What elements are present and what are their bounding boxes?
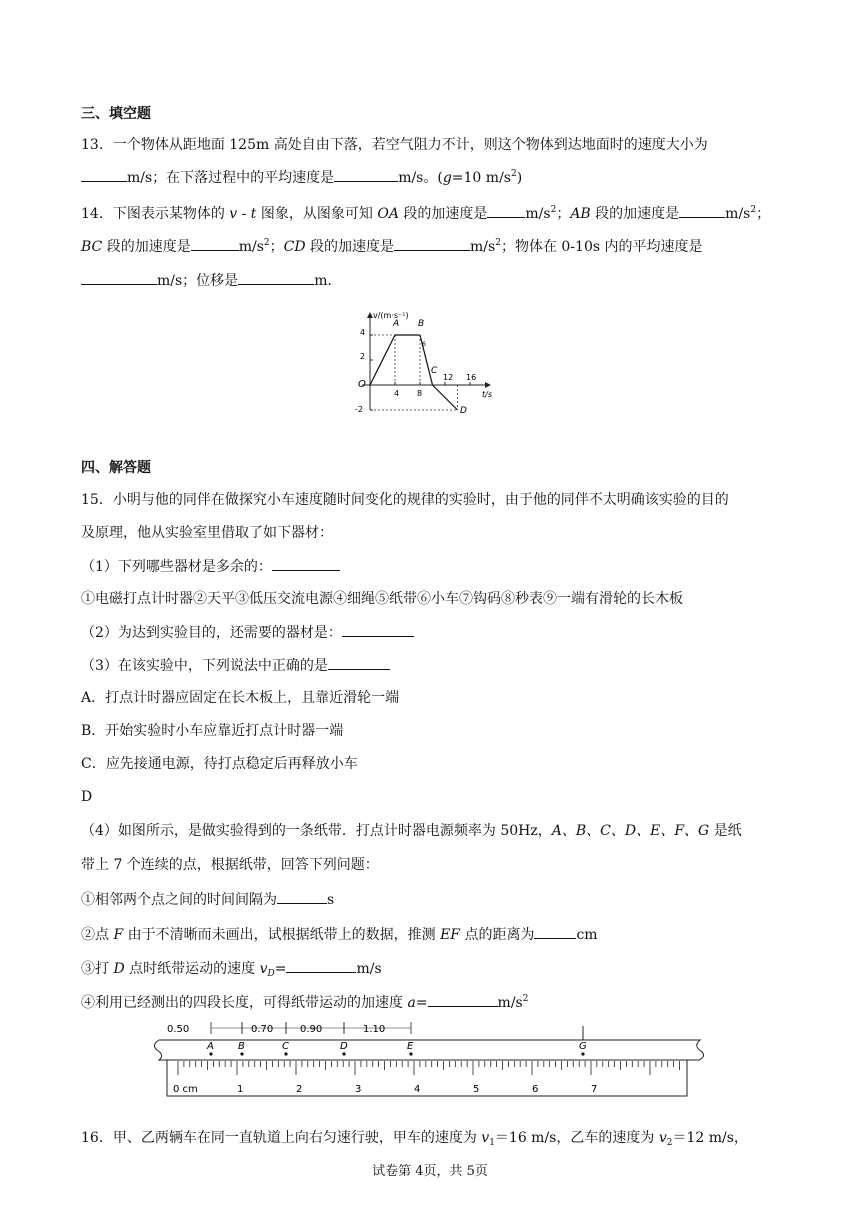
tape-dot	[209, 1052, 212, 1055]
text: 段的加速度是	[102, 239, 191, 255]
superscript: 2	[750, 205, 757, 215]
tape-point-e: E	[407, 1041, 414, 1052]
symbol-d: D	[113, 961, 125, 977]
ruler-label-6: 6	[532, 1084, 539, 1095]
unit: m/s	[356, 961, 382, 977]
text: ；	[269, 239, 284, 255]
symbol-v1: v	[481, 1130, 490, 1146]
text: ；	[756, 206, 771, 222]
answer-blank[interactable]	[191, 236, 239, 251]
text: m．	[314, 273, 342, 289]
answer-blank[interactable]	[277, 889, 327, 904]
text: ；物体在 0-10s 内的平均速度是	[500, 239, 703, 255]
text: m/s；在下落过程中的平均速度是	[127, 170, 335, 186]
symbol-ab: AB	[570, 206, 591, 222]
q15-line2: 及原理，他从实验室里借取了如下器材：	[81, 525, 333, 541]
q15-option-b: B．开始实验时小车应靠近打点计时器一端	[81, 723, 344, 739]
text: ＝12 m/s，	[672, 1130, 748, 1146]
text: 段的加速度是	[590, 206, 680, 222]
q15-sub4	[81, 992, 528, 1013]
ruler-label-7: 7	[591, 1084, 598, 1095]
q15-sub2	[81, 924, 598, 945]
symbol-v2: v	[658, 1130, 667, 1146]
series-segment	[433, 385, 458, 410]
text: =	[274, 961, 287, 977]
tape-point-b: B	[238, 1041, 245, 1052]
answer-blank[interactable]	[238, 270, 314, 285]
segment-label-de: 1.10	[363, 1024, 386, 1035]
text: 点的距离为	[460, 927, 535, 943]
tape-dot	[240, 1052, 243, 1055]
q14-line1	[81, 203, 770, 224]
y-axis-label: v/(m·s⁻¹)	[373, 311, 409, 320]
y-tick-neg2: -2	[355, 405, 363, 414]
tape-point-d: D	[340, 1041, 348, 1052]
point-c-label: C	[431, 366, 438, 376]
answer-blank[interactable]	[334, 167, 398, 182]
section-title-fill-in: 三、填空题	[81, 106, 151, 122]
q15-option-d: D	[81, 789, 93, 805]
series-segment	[370, 335, 395, 385]
text: （3）在该实验中，下列说法中正确的是	[81, 658, 328, 674]
q15-part3	[81, 655, 390, 676]
answer-blank[interactable]	[272, 556, 340, 571]
symbol-ef: EF	[440, 927, 461, 943]
text: ①相邻两个点之间的时间间隔为	[81, 892, 277, 908]
point-letters: A、B、C、D、E、F、G	[551, 823, 710, 839]
q15-part4-line1	[81, 821, 742, 841]
q15-items: ①电磁打点计时器②天平③低压交流电源④细绳⑤纸带⑥小车⑦钩码⑧秒表⑨一端有滑轮的长木板	[81, 591, 683, 607]
subscript: D	[267, 969, 275, 979]
unit: m/s	[238, 239, 264, 255]
text: ④利用已经测出的四段长度，可得纸带运动的加速度	[81, 995, 408, 1011]
answer-blank[interactable]	[534, 924, 576, 939]
y-tick-2: 2	[360, 352, 366, 361]
ruler-label-4: 4	[414, 1084, 421, 1095]
answer-blank[interactable]	[342, 622, 414, 637]
text: =10 m/s	[451, 170, 511, 186]
paper-tape	[154, 1040, 703, 1060]
point-d-label: D	[460, 406, 467, 415]
superscript: 2	[510, 169, 517, 179]
text: )	[516, 170, 523, 186]
text: =	[415, 995, 428, 1011]
answer-blank[interactable]	[328, 655, 390, 670]
text: （2）为达到实验目的，还需要的器材是：	[81, 625, 342, 641]
superscript: 2	[522, 994, 529, 1004]
origin-label: O	[358, 379, 366, 390]
ruler-label-2: 2	[296, 1084, 303, 1095]
point-a-label: A	[393, 319, 400, 329]
segment-label-cd: 0.90	[300, 1024, 323, 1035]
text: （1）下列哪些器材是多余的：	[81, 559, 272, 575]
tape-point-g: G	[579, 1041, 587, 1052]
point-b-subnote: 6	[422, 341, 426, 348]
text: 段的加速度是	[305, 239, 395, 255]
answer-blank[interactable]	[428, 992, 498, 1007]
unit: m/s	[725, 206, 751, 222]
text: 点时纸带运动的速度	[124, 961, 260, 977]
x-tick-8: 8	[417, 389, 423, 398]
x-tick-4: 4	[394, 389, 400, 398]
y-tick-4: 4	[360, 328, 366, 337]
section-title-answer: 四、解答题	[81, 460, 151, 476]
text: ；	[556, 206, 571, 222]
answer-blank[interactable]	[286, 958, 356, 973]
q13-line1: 13．一个物体从距地面 125m 高处自由下落，若空气阻力不计，则这个物体到达地面时的速度大小为	[81, 137, 708, 153]
symbol-cd: CD	[283, 239, 306, 255]
text: 段的加速度是	[398, 206, 488, 222]
unit: s	[327, 892, 335, 908]
tape-dot	[342, 1052, 345, 1055]
symbol-v: v	[259, 961, 268, 977]
text: m/s；位移是	[157, 273, 239, 289]
text: m/s。(	[398, 170, 443, 186]
symbol-f: F	[113, 927, 124, 943]
q15-option-a: A．打点计时器应固定在长木板上，且靠近滑轮一端	[81, 690, 400, 706]
q14-line2	[81, 236, 703, 257]
tape-dot	[284, 1052, 287, 1055]
text: 16．甲、乙两辆车在同一直轨道上向右匀速行驶，甲车的速度为	[81, 1130, 482, 1146]
q15-sub1	[81, 889, 334, 910]
ruler-label-0: 0 cm	[173, 1084, 198, 1095]
q15-part1	[81, 556, 340, 577]
superscript: 2	[263, 238, 270, 248]
q14-line3	[81, 270, 341, 291]
q13-line2	[81, 167, 522, 188]
page-footer: 试卷第 4页，共 5页	[372, 1164, 488, 1179]
vt-graph	[340, 305, 510, 415]
tape-point-a: A	[207, 1041, 214, 1052]
answer-blank[interactable]	[394, 236, 470, 251]
tape-point-c: C	[282, 1041, 289, 1052]
subscript: 2	[666, 1138, 673, 1148]
subscript: 1	[489, 1138, 495, 1148]
tape-dot	[581, 1052, 584, 1055]
symbol-g: g	[442, 170, 452, 186]
answer-blank[interactable]	[679, 203, 725, 218]
answer-blank[interactable]	[487, 203, 525, 218]
superscript: 2	[495, 238, 501, 248]
x-tick-12: 12	[443, 373, 454, 382]
unit: cm	[576, 927, 598, 943]
q15-option-c: C．应先接通电源，待打点稳定后再释放小车	[81, 756, 358, 772]
text: 图象，从图象可知	[256, 206, 378, 222]
text: ②点	[81, 927, 114, 943]
q16-line1	[81, 1128, 748, 1148]
q15-line1: 15．小明与他的同伴在做探究小车速度随时间变化的规律的实验时，由于他的同伴不太明确该实验的目的	[81, 492, 729, 508]
q15-part2	[81, 622, 414, 643]
q15-sub3	[81, 958, 382, 979]
unit: m/s	[525, 206, 551, 222]
symbol-bc: BC	[81, 239, 103, 255]
x-axis-label: t/s	[482, 390, 492, 399]
text: 由于不清晰而未画出，试根据纸带上的数据，推测	[123, 927, 441, 943]
text: （4）如图所示，是做实验得到的一条纸带．打点计时器电源频率为 50Hz，	[81, 823, 552, 839]
answer-blank[interactable]	[81, 167, 127, 182]
answer-blank[interactable]	[81, 270, 157, 285]
text: 14．下图表示某物体的	[81, 206, 230, 222]
symbol-oa: OA	[377, 206, 399, 222]
superscript: 2	[550, 205, 557, 215]
segment-label-bc: 0.70	[251, 1024, 274, 1035]
paper-tape-figure	[145, 1018, 715, 1098]
symbol-vt: v - t	[229, 206, 257, 222]
text: 是纸	[709, 823, 742, 839]
text: ③打	[81, 961, 114, 977]
unit: m/s	[470, 239, 496, 255]
symbol-a: a	[407, 995, 416, 1011]
ruler-label-1: 1	[237, 1084, 244, 1095]
segment-label-ab: 0.50	[167, 1024, 190, 1035]
ruler-label-5: 5	[473, 1084, 480, 1095]
q15-part4-line2: 带上 7 个连续的点，根据纸带，回答下列问题：	[81, 857, 379, 873]
unit: m/s	[497, 995, 523, 1011]
point-b-label: B	[418, 319, 425, 329]
text: ＝16 m/s，乙车的速度为	[494, 1130, 659, 1146]
tape-dot	[409, 1052, 412, 1055]
ruler-label-3: 3	[355, 1084, 362, 1095]
x-tick-16: 16	[466, 373, 477, 382]
